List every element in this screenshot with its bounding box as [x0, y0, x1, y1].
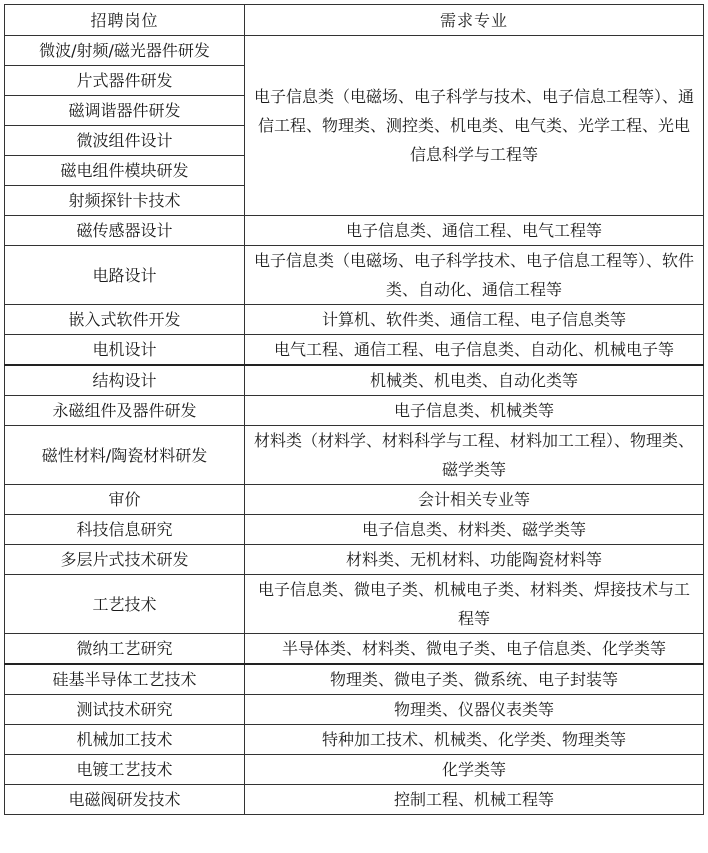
- major-cell: 半导体类、材料类、微电子类、电子信息类、化学类等: [245, 634, 704, 665]
- major-cell: 材料类、无机材料、功能陶瓷材料等: [245, 545, 704, 575]
- table-row: [5, 485, 704, 515]
- position-cell: 测试技术研究: [5, 695, 245, 725]
- table-row: [5, 725, 704, 755]
- table-row: [5, 335, 704, 366]
- table-row: [5, 664, 704, 695]
- position-cell: 磁传感器设计: [5, 216, 245, 246]
- table-row: [5, 305, 704, 335]
- position-cell: 硅基半导体工艺技术: [5, 664, 245, 695]
- table-row: [5, 246, 704, 305]
- major-cell: 物理类、仪器仪表类等: [245, 695, 704, 725]
- header-major: 需求专业: [245, 5, 704, 36]
- major-cell: 电子信息类、通信工程、电气工程等: [245, 216, 704, 246]
- position-cell: 工艺技术: [5, 575, 245, 634]
- table-row: [5, 695, 704, 725]
- position-cell: 磁调谐器件研发: [5, 96, 245, 126]
- position-cell: 机械加工技术: [5, 725, 245, 755]
- table-row: [5, 785, 704, 815]
- position-cell: 电磁阀研发技术: [5, 785, 245, 815]
- table-row: [5, 216, 704, 246]
- position-cell: 科技信息研究: [5, 515, 245, 545]
- header-position: 招聘岗位: [5, 5, 245, 36]
- position-cell: 微纳工艺研究: [5, 634, 245, 665]
- position-cell: 微波/射频/磁光器件研发: [5, 36, 245, 66]
- major-cell: 电子信息类（电磁场、电子科学与技术、电子信息工程等）、通信工程、物理类、测控类、机电类、电气类、光学工程、光电信息科学与工程等: [245, 36, 704, 216]
- position-cell: 射频探针卡技术: [5, 186, 245, 216]
- position-cell: 电机设计: [5, 335, 245, 366]
- table-row: [5, 365, 704, 396]
- position-cell: 片式器件研发: [5, 66, 245, 96]
- position-cell: 多层片式技术研发: [5, 545, 245, 575]
- table-row: [5, 36, 704, 66]
- position-cell: 磁电组件模块研发: [5, 156, 245, 186]
- major-cell: 电子信息类（电磁场、电子科学技术、电子信息工程等）、软件类、自动化、通信工程等: [245, 246, 704, 305]
- table-row: [5, 426, 704, 485]
- position-cell: 电路设计: [5, 246, 245, 305]
- major-cell: 机械类、机电类、自动化类等: [245, 365, 704, 396]
- position-cell: 磁性材料/陶瓷材料研发: [5, 426, 245, 485]
- table-row: [5, 575, 704, 634]
- major-cell: 电子信息类、材料类、磁学类等: [245, 515, 704, 545]
- table-row: [5, 515, 704, 545]
- position-cell: 嵌入式软件开发: [5, 305, 245, 335]
- table-row: [5, 755, 704, 785]
- major-cell: 材料类（材料学、材料科学与工程、材料加工工程）、物理类、磁学类等: [245, 426, 704, 485]
- position-cell: 结构设计: [5, 365, 245, 396]
- position-cell: 永磁组件及器件研发: [5, 396, 245, 426]
- major-cell: 物理类、微电子类、微系统、电子封装等: [245, 664, 704, 695]
- table-row: [5, 545, 704, 575]
- major-cell: 电气工程、通信工程、电子信息类、自动化、机械电子等: [245, 335, 704, 366]
- position-cell: 审价: [5, 485, 245, 515]
- major-cell: 电子信息类、微电子类、机械电子类、材料类、焊接技术与工程等: [245, 575, 704, 634]
- major-cell: 会计相关专业等: [245, 485, 704, 515]
- major-cell: 计算机、软件类、通信工程、电子信息类等: [245, 305, 704, 335]
- table-row: [5, 634, 704, 665]
- position-cell: 微波组件设计: [5, 126, 245, 156]
- major-cell: 电子信息类、机械类等: [245, 396, 704, 426]
- position-cell: 电镀工艺技术: [5, 755, 245, 785]
- table-row: [5, 396, 704, 426]
- table-header-row: [5, 5, 704, 36]
- major-cell: 控制工程、机械工程等: [245, 785, 704, 815]
- recruitment-table: [4, 4, 704, 815]
- major-cell: 特种加工技术、机械类、化学类、物理类等: [245, 725, 704, 755]
- major-cell: 化学类等: [245, 755, 704, 785]
